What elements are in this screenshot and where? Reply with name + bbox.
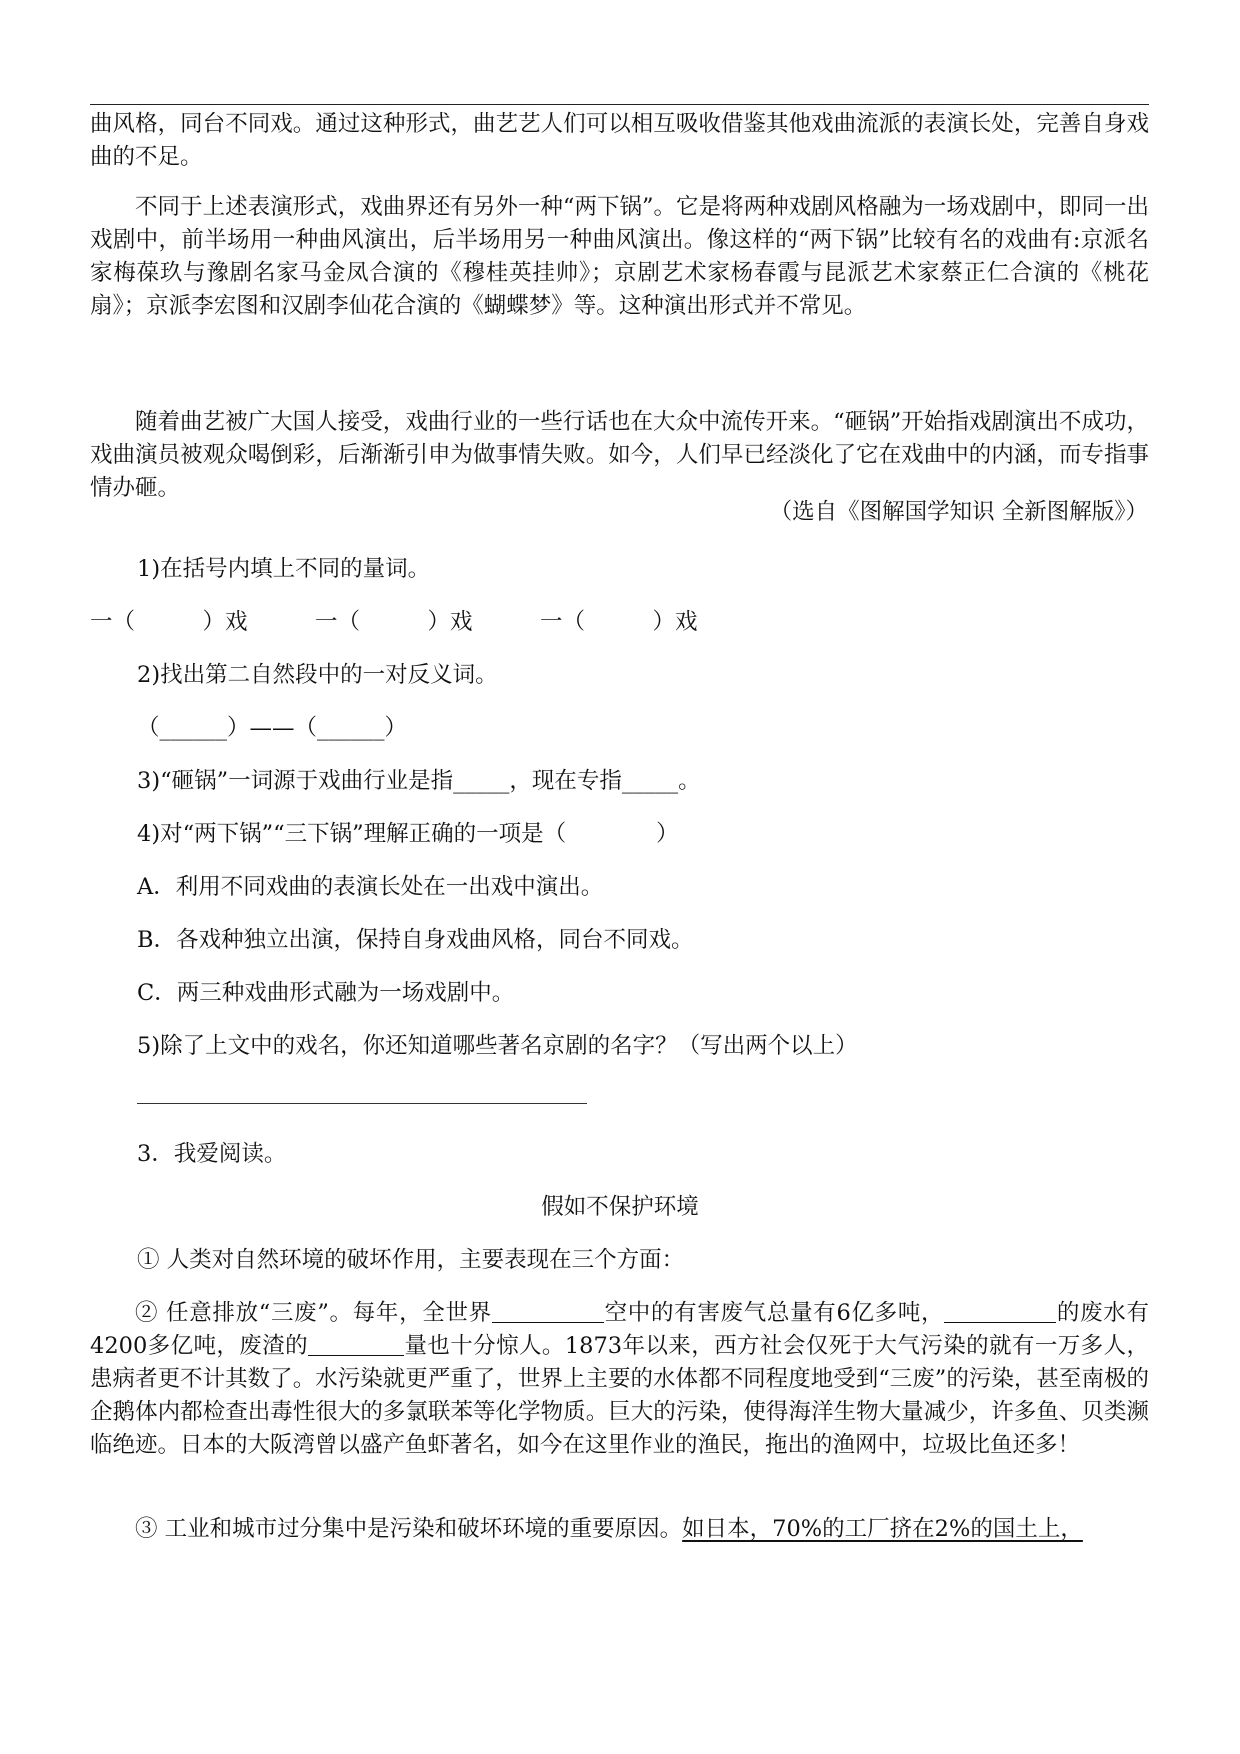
env-paragraph-1: ① 人类对自然环境的破坏作用，主要表现在三个方面： [137, 1247, 685, 1273]
question-2-blanks[interactable]: （______）——（______） [137, 715, 408, 741]
fill-blank-2[interactable] [944, 1298, 1056, 1323]
header-rule [90, 104, 1149, 105]
question-4-option-b[interactable]: B．各戏种独立出演，保持自身戏曲风格，同台不同戏。 [137, 927, 694, 953]
question-4: 4)对“两下锅”“三下锅”理解正确的一项是（ ） [137, 821, 679, 847]
question-1-blanks[interactable]: 一（ ）戏 一（ ）戏 一（ ）戏 [90, 609, 698, 635]
fill-blank-3[interactable] [308, 1331, 404, 1356]
passage-source: （选自《图解国学知识 全新图解版》） [769, 499, 1148, 525]
env-paragraph-2: ② 任意排放“三废”。每年，全世界 空中的有害废气总量有6亿多吨， 的废水有4200多亿吨，废渣的 量也十分惊人。1873年以来，西方社会仅死于大气污染的就有一万多人，患病者更不计其数了。水污染就更严重了，世界上主要的水体都不同程度地受到“三废”的污染，甚至南极的企鹅体内都检查出毒性很大的多氯联苯等化学物质。巨大的污染，使得海洋生物大量减少，许多鱼、贝类濒临绝迹。日本的大阪湾曾以盛产鱼虾著名，如今在这里作业的渔民，拖出的渔网中，垃圾比鱼还多！ [90, 1300, 1150, 1458]
question-4-option-a[interactable]: A．利用不同戏曲的表演长处在一出戏中演出。 [137, 874, 604, 900]
passage-paragraph-lianxiaguo: 不同于上述表演形式，戏曲界还有另外一种“两下锅”。它是将两种戏剧风格融为一场戏剧中，即同一出戏剧中，前半场用一种曲风演出，后半场用另一种曲风演出。像这样的“两下锅”比较有名的戏曲有:京派名家梅葆玖与豫剧名家马金凤合演的《穆桂英挂帅》；京剧艺术家杨春霞与昆派艺术家蔡正仁合演的《桃花扇》；京派李宏图和汉剧李仙花合演的《蝴蝶梦》等。这种演出形式并不常见。 [90, 194, 1149, 319]
fill-blank-1[interactable] [492, 1298, 604, 1323]
question-4-option-c[interactable]: C．两三种戏曲形式融为一场戏剧中。 [137, 980, 515, 1006]
question-5-answer-line[interactable] [137, 1103, 587, 1104]
question-2: 2)找出第二自然段中的一对反义词。 [137, 662, 498, 688]
question-3: 3)“砸锅”一词源于戏曲行业是指_____，现在专指_____。 [137, 768, 701, 794]
question-5: 5)除了上文中的戏名，你还知道哪些著名京剧的名字？（写出两个以上） [137, 1033, 858, 1059]
question-1: 1)在括号内填上不同的量词。 [137, 556, 431, 582]
section-3-heading: 3．我爱阅读。 [137, 1141, 287, 1167]
env-paragraph-3: ③ 工业和城市过分集中是污染和破坏环境的重要原因。如日本，70%的工厂挤在2%的国土上， [135, 1516, 1083, 1542]
passage-paragraph-continued: 曲风格，同台不同戏。通过这种形式，曲艺艺人们可以相互吸收借鉴其他戏曲流派的表演长处，完善自身戏曲的不足。 [90, 111, 1149, 170]
passage-paragraph-zaguo: 随着曲艺被广大国人接受，戏曲行业的一些行话也在大众中流传开来。“砸锅”开始指戏剧演出不成功，戏曲演员被观众喝倒彩，后渐渐引申为做事情失败。如今，人们早已经淡化了它在戏曲中的内涵，而专指事情办砸。 [90, 409, 1149, 501]
underlined-sentence: 如日本，70%的工厂挤在2%的国土上， [682, 1516, 1083, 1542]
passage-title: 假如不保护环境 [541, 1194, 699, 1220]
